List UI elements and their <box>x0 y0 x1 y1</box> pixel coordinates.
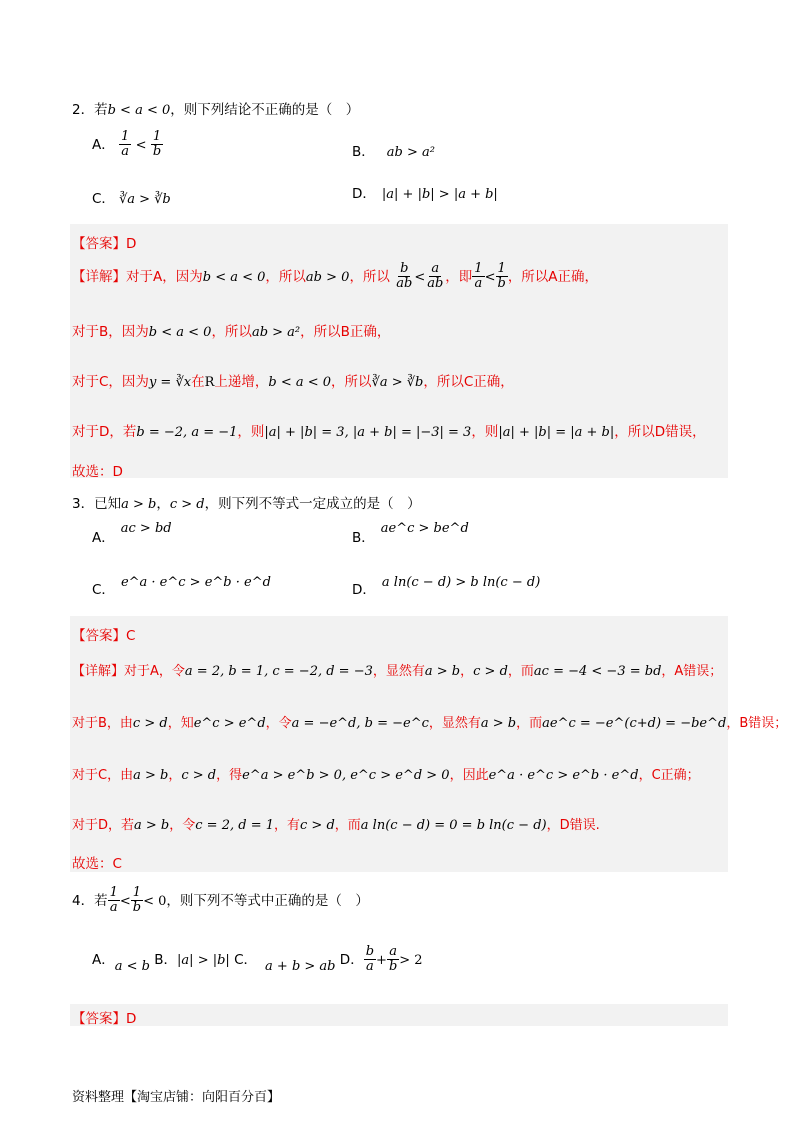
q3-option-d <box>352 575 541 598</box>
q3-stem <box>72 492 421 512</box>
math: c > d <box>132 716 168 731</box>
q2-stem <box>72 98 359 118</box>
option-label: C． <box>92 191 115 207</box>
option-expr: ∛a > ∛b <box>118 192 171 207</box>
fraction <box>472 262 484 292</box>
denominator: ab <box>396 276 413 292</box>
relation: + <box>376 952 387 968</box>
option-label: C． <box>92 582 115 598</box>
numerator: b <box>400 261 409 276</box>
fraction <box>387 945 399 975</box>
option-label: C． <box>234 951 258 968</box>
relation: < <box>414 269 426 285</box>
option-expr: ab > a² <box>386 145 435 160</box>
text: ，所以B正确， <box>300 324 391 340</box>
math: c = 2, d = 1 <box>195 818 274 833</box>
math: a = −e^d, b = −e^c <box>291 716 429 731</box>
math: c > d <box>300 818 335 833</box>
text: 对于C，因为 <box>72 374 149 390</box>
math: a > b <box>480 716 517 731</box>
option-label: B． <box>352 144 375 160</box>
text: ，所以A正确， <box>507 268 599 285</box>
q4-answer: 【答案】D <box>72 1011 137 1027</box>
q2-option-d <box>352 182 498 202</box>
math: y = ∛x <box>148 375 192 390</box>
math: ab > 0 <box>305 269 350 285</box>
text: ，而 <box>334 818 361 833</box>
text: ，所以 <box>331 374 372 390</box>
q2-choice: 故选：D <box>72 464 123 480</box>
text: ，而 <box>516 716 543 731</box>
text: ，所以 <box>211 324 252 340</box>
denominator: b <box>497 276 506 292</box>
text: ，则 <box>471 424 499 440</box>
q4-number: 4．若 <box>72 892 108 909</box>
text: ，A错误； <box>661 664 723 679</box>
denominator: ab <box>427 276 444 292</box>
text: ，C正确； <box>638 768 700 783</box>
option-label: B． <box>352 530 375 546</box>
option-expr: a + b > ab <box>265 958 336 974</box>
q3-detail-line-4 <box>72 814 600 833</box>
text: ，显然有 <box>372 664 425 679</box>
math: a > b <box>133 768 169 783</box>
math: c > d <box>169 497 205 512</box>
text: 对于B，由 <box>72 716 133 731</box>
q4-stem <box>72 886 369 916</box>
math: c > d <box>181 768 217 783</box>
relation: < <box>484 269 496 285</box>
q3-choice: 故选：C <box>72 856 122 872</box>
text: 对于C，由 <box>72 768 134 783</box>
numerator: 1 <box>132 885 142 900</box>
option-label: D． <box>339 951 364 968</box>
relation: < <box>119 893 131 909</box>
option-label: A． <box>92 136 115 153</box>
denominator: a <box>365 959 374 975</box>
option-label: A． <box>92 951 115 968</box>
numerator: 1 <box>474 261 483 276</box>
option-expr: |a| > |b| <box>177 952 230 968</box>
math: a ln(c − d) = 0 = b ln(c − d) <box>360 818 547 833</box>
q2-condition: b < a < 0 <box>107 103 171 118</box>
text: 对于D，若 <box>72 818 135 833</box>
text: ，知 <box>167 716 194 731</box>
relation: < <box>135 137 147 153</box>
option-expr: e^a · e^c > e^b · e^d <box>120 575 271 590</box>
math: e^a > e^b > 0, e^c > e^d > 0 <box>242 768 450 783</box>
q4-solution-box <box>70 1004 728 1026</box>
math: b < a < 0 <box>148 325 212 340</box>
text: ，则 <box>237 424 265 440</box>
option-label: D． <box>352 186 376 202</box>
denominator: b <box>388 959 398 975</box>
math: e^a · e^c > e^b · e^d <box>488 768 639 783</box>
page-footer: 资料整理【淘宝店铺：向阳百分百】 <box>72 1090 281 1105</box>
text: ， <box>156 496 170 512</box>
math: b < a < 0 <box>202 269 266 285</box>
q2-detail-line-4 <box>72 420 706 440</box>
text: ，即 <box>445 268 473 285</box>
text: ，令 <box>169 818 196 833</box>
text: 对于B，因为 <box>72 324 149 340</box>
text: ，B错误； <box>726 716 788 731</box>
q3-detail-line-1 <box>72 660 722 679</box>
option-expr: ac > bd <box>120 521 172 536</box>
numerator: 1 <box>152 129 162 144</box>
numerator: 1 <box>121 129 130 144</box>
relation: > 2 <box>399 952 423 968</box>
text: ，而 <box>507 664 534 679</box>
q3-option-b <box>352 521 469 546</box>
text: ，因此 <box>449 768 489 783</box>
q3-detail-line-2 <box>72 712 787 731</box>
text: ，令 <box>265 716 292 731</box>
q2-option-a <box>92 130 163 160</box>
q2-detail-line-1 <box>72 262 598 292</box>
option-expr: ae^c > be^d <box>380 521 469 536</box>
fraction <box>364 945 376 975</box>
denominator: a <box>474 276 483 292</box>
text: 对于D，若 <box>72 424 137 440</box>
q3-number: 3．已知 <box>72 496 122 512</box>
text: ，得 <box>216 768 243 783</box>
relation: < 0 <box>143 893 167 909</box>
text: ，所以 <box>349 268 390 285</box>
option-expr: a < b <box>114 958 150 974</box>
q4-options <box>92 945 423 975</box>
math: b = −2, a = −1 <box>136 425 238 440</box>
text: ，则下列不等式中正确的是（ ） <box>166 892 369 909</box>
text: ，所以D错误， <box>614 424 706 440</box>
q2-number: 2．若 <box>72 102 108 118</box>
fraction <box>495 262 507 292</box>
option-label: A． <box>92 530 115 546</box>
text: ，所以 <box>265 268 306 285</box>
math: a > b <box>424 664 461 679</box>
q2-detail-line-3 <box>72 370 514 390</box>
q2-detail-line-2 <box>72 320 390 340</box>
text: 【详解】对于A，因为 <box>72 268 203 285</box>
math: ae^c = −e^(c+d) = −be^d <box>542 716 727 731</box>
math: b < a < 0 <box>268 375 332 390</box>
option-expr: |a| + |b| > |a + b| <box>381 187 498 202</box>
fraction <box>119 130 131 160</box>
q2-stem-text: ，则下列结论不正确的是（ ） <box>170 102 360 118</box>
denominator: a <box>121 144 130 160</box>
q2-option-b <box>352 140 435 160</box>
math: e^c > e^d <box>193 716 266 731</box>
fraction <box>394 262 414 292</box>
fraction <box>108 886 120 916</box>
math: |a| + |b| = |a + b| <box>498 425 615 440</box>
text: ，则下列不等式一定成立的是（ ） <box>204 496 421 512</box>
text: ，D错误. <box>546 818 600 833</box>
text: 【详解】对于A，令 <box>72 664 185 679</box>
numerator: 1 <box>109 885 118 900</box>
text: ， <box>168 768 182 783</box>
math: ac = −4 < −3 = bd <box>533 664 662 679</box>
text: ， <box>460 664 474 679</box>
fraction <box>151 130 163 160</box>
math: c > d <box>473 664 508 679</box>
option-label: B． <box>154 951 178 968</box>
q2-answer: 【答案】D <box>72 236 137 252</box>
math: |a| + |b| = 3, |a + b| = |−3| = 3 <box>264 425 472 440</box>
math: ab > a² <box>251 325 301 340</box>
denominator: b <box>152 144 162 160</box>
text: 上递增， <box>214 374 269 390</box>
numerator: a <box>389 944 397 959</box>
fraction <box>131 886 143 916</box>
math: a > b <box>121 497 157 512</box>
text: ，有 <box>274 818 301 833</box>
q3-answer: 【答案】C <box>72 628 136 644</box>
option-label: D． <box>352 582 376 598</box>
denominator: b <box>132 900 142 916</box>
numerator: a <box>431 261 440 276</box>
option-expr: a ln(c − d) > b ln(c − d) <box>381 575 541 590</box>
text: 在 <box>191 374 205 390</box>
q3-solution-box <box>70 616 728 872</box>
q3-option-c <box>92 575 271 598</box>
numerator: b <box>365 944 375 959</box>
fraction <box>425 262 445 292</box>
text: ，所以C正确， <box>423 374 514 390</box>
math: R <box>204 375 215 390</box>
q2-option-c <box>92 187 171 207</box>
numerator: 1 <box>497 261 506 276</box>
math: a = 2, b = 1, c = −2, d = −3 <box>184 664 373 679</box>
math: ∛a > ∛b <box>371 375 424 390</box>
q3-option-a <box>92 521 172 546</box>
math: a > b <box>134 818 170 833</box>
denominator: a <box>109 900 118 916</box>
text: ，显然有 <box>428 716 481 731</box>
q3-detail-line-3 <box>72 764 700 783</box>
